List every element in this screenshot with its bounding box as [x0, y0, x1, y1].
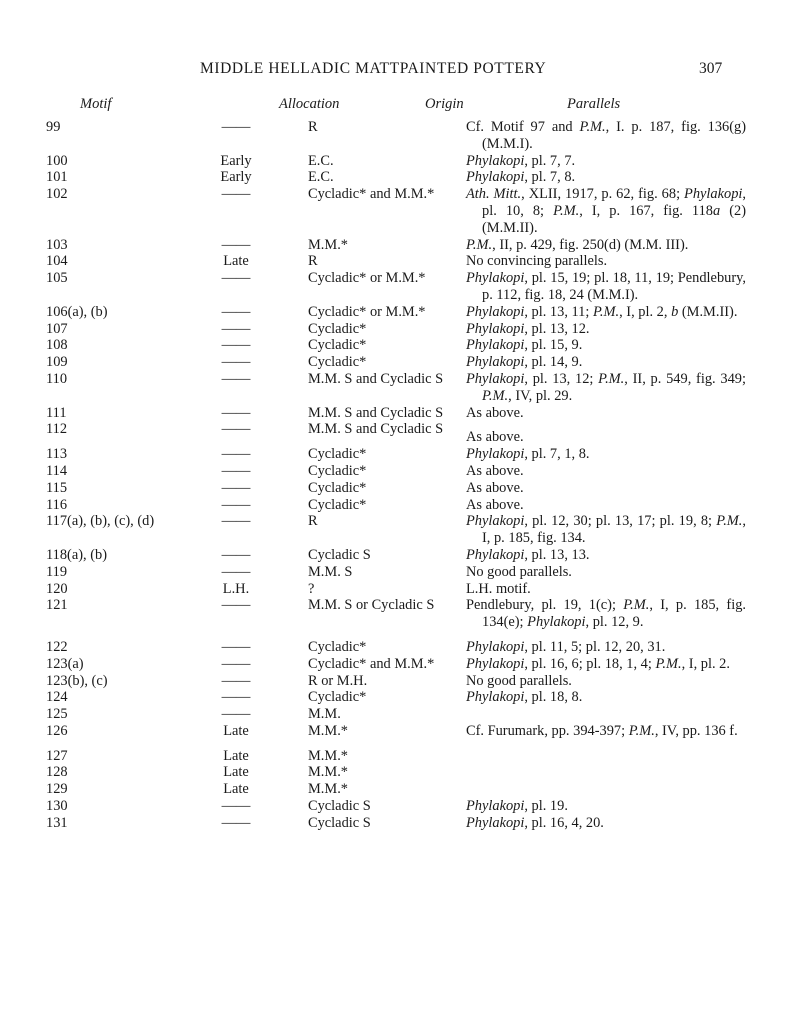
motif-date [212, 815, 308, 832]
table-row [0, 497, 746, 514]
motif-allocation: Cycladic* or M.M.* [308, 270, 426, 287]
table-row [0, 371, 746, 405]
motif-parallels: L.H. motif. [466, 580, 531, 597]
motif-allocation: Cycladic* [308, 337, 367, 354]
motif-parallels: Phylakopi, pl. 19. [466, 798, 568, 815]
motif-date [212, 153, 308, 170]
motif-allocation: Cycladic* [308, 479, 367, 496]
motif-date-value: —— [221, 270, 251, 287]
table-row [0, 631, 746, 656]
motif-allocation: M.M. [308, 706, 341, 723]
motif-date [212, 270, 308, 304]
motif-allocation: M.M.* [308, 722, 348, 739]
motif-number: 104 [46, 253, 68, 270]
motif-date [212, 689, 308, 706]
motif-number: 120 [46, 580, 68, 597]
table-row [0, 597, 746, 631]
motif-number: 106(a), (b) [46, 303, 108, 320]
motif-date-value: Late [223, 764, 249, 781]
table-row [0, 463, 746, 480]
motif-parallels: Phylakopi, pl. 13, 12; P.M., II, p. 549, fig. 349; P.M., IV, pl. 29. [466, 370, 746, 404]
motif-date [212, 321, 308, 338]
motif-date-value: —— [221, 513, 251, 530]
motif-date-value: —— [221, 638, 251, 655]
table-row [0, 237, 746, 254]
motif-parallels: Phylakopi, pl. 16, 4, 20. [466, 814, 604, 831]
motif-allocation: Cycladic S [308, 798, 371, 815]
table-row [0, 689, 746, 706]
motif-parallels: No convincing parallels. [466, 253, 608, 270]
col-head-origin: Origin [425, 96, 464, 112]
motif-date-value: —— [221, 462, 251, 479]
motif-date [212, 421, 308, 446]
table-row [0, 547, 746, 564]
table-row [0, 421, 746, 446]
motif-date-value: —— [221, 689, 251, 706]
motif-number: 114 [46, 462, 68, 479]
table-row [0, 480, 746, 497]
table-row [0, 564, 746, 581]
motif-parallels: Phylakopi, pl. 15, 19; pl. 18, 11, 19; Pendlebury, p. 112, fig. 18, 24 (M.M.I). [466, 270, 746, 303]
motif-parallels: Phylakopi, pl. 18, 8. [466, 689, 583, 706]
table-row [0, 706, 746, 723]
motif-number: 101 [46, 169, 68, 186]
table-row [0, 169, 746, 186]
motif-allocation: M.M. S or Cycladic S [308, 597, 435, 614]
motif-number: 107 [46, 320, 68, 337]
motif-date-value: Late [223, 747, 249, 764]
col-head-motif: Motif [80, 96, 112, 112]
table-row [0, 153, 746, 170]
motif-date [212, 371, 308, 405]
table-row [0, 186, 746, 236]
motif-parallels: Phylakopi, pl. 14, 9. [466, 354, 583, 371]
motif-date-value: —— [221, 119, 251, 135]
motif-date-value: —— [221, 672, 251, 689]
motif-number: 118(a), (b) [46, 546, 107, 563]
motif-date-value: —— [221, 370, 251, 387]
motif-date [212, 513, 308, 547]
motif-number: 102 [46, 186, 68, 203]
motif-date [212, 169, 308, 186]
table-row [0, 740, 746, 765]
table-row [0, 119, 746, 153]
motif-date [212, 304, 308, 321]
motif-date [212, 463, 308, 480]
motif-parallels: As above. [466, 479, 524, 496]
motif-allocation: Cycladic* [308, 446, 367, 463]
column-headers [0, 96, 790, 116]
motif-parallels [482, 706, 746, 723]
table-row [0, 656, 746, 673]
motif-date-value: —— [221, 546, 251, 563]
motif-parallels: Cf. Furumark, pp. 394-397; P.M., IV, pp. 136 f. [466, 722, 738, 739]
motif-allocation: Cycladic S [308, 546, 371, 563]
motif-parallels: Cf. Motif 97 and P.M., I. p. 187, fig. 136(g) (M.M.I). [466, 119, 747, 152]
motif-table [0, 119, 746, 832]
motif-date [212, 631, 308, 656]
col-head-allocation: Allocation [279, 96, 340, 112]
motif-number: 99 [46, 119, 61, 135]
motif-parallels: Phylakopi, pl. 13, 12. [466, 320, 590, 337]
motif-date-value: L.H. [222, 580, 250, 597]
table-row [0, 781, 746, 798]
motif-allocation: E.C. [308, 152, 334, 169]
motif-allocation: R [308, 253, 318, 270]
motif-allocation: M.M. S and Cycladic S [308, 370, 444, 387]
motif-number: 105 [46, 270, 68, 287]
motif-allocation: M.M. S and Cycladic S [308, 421, 444, 438]
motif-date [212, 581, 308, 598]
table-row [0, 354, 746, 371]
table-row [0, 513, 746, 547]
motif-allocation: M.M.* [308, 764, 348, 781]
motif-allocation: M.M.* [308, 236, 348, 253]
table-row [0, 446, 746, 463]
motif-number: 110 [46, 370, 68, 387]
motif-date-value: —— [221, 354, 251, 371]
motif-allocation: R [308, 513, 318, 530]
motif-number: 129 [46, 781, 68, 798]
motif-number: 117(a), (b), (c), (d) [46, 513, 155, 530]
motif-number: 111 [46, 404, 67, 421]
motif-number: 116 [46, 496, 68, 513]
motif-allocation: Cycladic S [308, 814, 371, 831]
motif-date [212, 497, 308, 514]
table-row [0, 815, 746, 832]
table-row [0, 798, 746, 815]
motif-date-value: Late [223, 781, 249, 798]
motif-date-value: —— [221, 655, 251, 672]
motif-allocation: Cycladic* [308, 689, 367, 706]
motif-allocation: M.M. S and Cycladic S [308, 404, 444, 421]
table-row [0, 337, 746, 354]
motif-parallels [482, 781, 746, 798]
motif-allocation: M.M.* [308, 747, 348, 764]
motif-date [212, 253, 308, 270]
motif-date [212, 781, 308, 798]
motif-number: 108 [46, 337, 68, 354]
motif-parallels: Pendlebury, pl. 19, 1(c); P.M., I, p. 185, fig. 134(e); Phylakopi, pl. 12, 9. [466, 597, 746, 631]
motif-date-value: —— [221, 303, 251, 320]
motif-parallels: Phylakopi, pl. 13, 13. [466, 546, 590, 563]
motif-date-value: Early [220, 169, 252, 186]
motif-allocation: Cycladic* or M.M.* [308, 303, 426, 320]
motif-number: 128 [46, 764, 68, 781]
motif-parallels: As above. [466, 429, 524, 446]
motif-date-value: —— [221, 563, 251, 580]
motif-allocation: Cycladic* [308, 462, 367, 479]
motif-date [212, 656, 308, 673]
motif-parallels: As above. [466, 462, 524, 479]
motif-parallels: Phylakopi, pl. 15, 9. [466, 337, 583, 354]
table-row [0, 581, 746, 598]
page-number: 307 [699, 60, 723, 77]
motif-date-value: —— [221, 496, 251, 513]
motif-parallels [482, 764, 746, 781]
motif-date-value: —— [221, 186, 251, 203]
motif-allocation: M.M. S [308, 563, 353, 580]
motif-parallels: Phylakopi, pl. 13, 11; P.M., I, pl. 2, b (M.M.II). [466, 303, 738, 320]
motif-number: 122 [46, 638, 68, 655]
motif-allocation: M.M.* [308, 781, 348, 798]
table-row [0, 723, 746, 740]
motif-date-value: —— [221, 236, 251, 253]
motif-allocation: R [308, 119, 318, 135]
motif-number: 113 [46, 446, 68, 463]
motif-parallels: Phylakopi, pl. 16, 6; pl. 18, 1, 4; P.M., I, pl. 2. [466, 655, 730, 672]
motif-parallels: Phylakopi, pl. 7, 7. [466, 152, 576, 169]
motif-date [212, 706, 308, 723]
motif-parallels: No good parallels. [466, 563, 572, 580]
motif-date-value: —— [221, 814, 251, 831]
motif-number: 131 [46, 814, 68, 831]
motif-number: 100 [46, 152, 68, 169]
table-row [0, 270, 746, 304]
motif-date-value: —— [221, 798, 251, 815]
table-row [0, 405, 746, 422]
motif-parallels: Phylakopi, pl. 7, 1, 8. [466, 446, 590, 463]
motif-parallels: As above. [466, 496, 524, 513]
motif-number: 126 [46, 722, 68, 739]
motif-allocation: Cycladic* and M.M.* [308, 655, 435, 672]
motif-date [212, 186, 308, 236]
motif-number: 121 [46, 597, 68, 614]
motif-date [212, 480, 308, 497]
page-header [0, 60, 790, 82]
motif-date [212, 405, 308, 422]
motif-date-value: —— [221, 479, 251, 496]
motif-date [212, 564, 308, 581]
table-row [0, 253, 746, 270]
motif-allocation: Cycladic* [308, 320, 367, 337]
motif-allocation: E.C. [308, 169, 334, 186]
motif-date [212, 354, 308, 371]
motif-allocation: Cycladic* and M.M.* [308, 186, 435, 203]
motif-number: 103 [46, 236, 68, 253]
running-title: MIDDLE HELLADIC MATTPAINTED POTTERY [200, 60, 547, 77]
motif-date-value: —— [221, 597, 251, 614]
motif-number: 130 [46, 798, 68, 815]
motif-date [212, 446, 308, 463]
motif-date [212, 237, 308, 254]
motif-allocation: R or M.H. [308, 672, 368, 689]
motif-allocation: Cycladic* [308, 638, 367, 655]
motif-parallels: No good parallels. [466, 672, 572, 689]
motif-number: 123(b), (c) [46, 672, 108, 689]
motif-number: 123(a) [46, 655, 84, 672]
motif-date-value: —— [221, 320, 251, 337]
motif-date [212, 723, 308, 740]
motif-date [212, 764, 308, 781]
motif-date [212, 119, 308, 153]
table-row [0, 764, 746, 781]
motif-allocation: ? [308, 580, 315, 597]
motif-date-value: —— [221, 404, 251, 421]
motif-date-value: —— [221, 706, 251, 723]
motif-allocation: Cycladic* [308, 354, 367, 371]
motif-parallels: P.M., II, p. 429, fig. 250(d) (M.M. III). [466, 236, 689, 253]
col-head-parallels: Parallels [567, 96, 621, 112]
motif-date-value: —— [221, 421, 251, 438]
motif-parallels: Ath. Mitt., XLII, 1917, p. 62, fig. 68; Phylakopi, pl. 10, 8; P.M., I, p. 167, fig. 118a (2) (M.M.II). [466, 186, 746, 236]
motif-date [212, 740, 308, 765]
motif-date [212, 673, 308, 690]
motif-number: 115 [46, 479, 68, 496]
motif-number: 109 [46, 354, 68, 371]
motif-date [212, 337, 308, 354]
motif-allocation: Cycladic* [308, 496, 367, 513]
motif-date [212, 597, 308, 631]
table-row [0, 321, 746, 338]
motif-date [212, 547, 308, 564]
motif-parallels [482, 740, 746, 765]
table-row [0, 673, 746, 690]
motif-date [212, 798, 308, 815]
motif-number: 119 [46, 563, 68, 580]
motif-parallels: Phylakopi, pl. 11, 5; pl. 12, 20, 31. [466, 638, 666, 655]
motif-number: 124 [46, 689, 68, 706]
motif-date-value: Late [223, 253, 249, 270]
motif-date-value: —— [221, 337, 251, 354]
motif-parallels: Phylakopi, pl. 7, 8. [466, 169, 576, 186]
motif-number: 127 [46, 747, 68, 764]
motif-number: 125 [46, 706, 68, 723]
table-row [0, 304, 746, 321]
motif-number: 112 [46, 421, 68, 438]
motif-date-value: Early [220, 152, 252, 169]
motif-parallels: Phylakopi, pl. 12, 30; pl. 13, 17; pl. 19, 8; P.M., I, p. 185, fig. 134. [466, 513, 746, 547]
motif-date-value: Late [223, 722, 249, 739]
motif-parallels: As above. [466, 404, 524, 421]
motif-date-value: —— [221, 446, 251, 463]
